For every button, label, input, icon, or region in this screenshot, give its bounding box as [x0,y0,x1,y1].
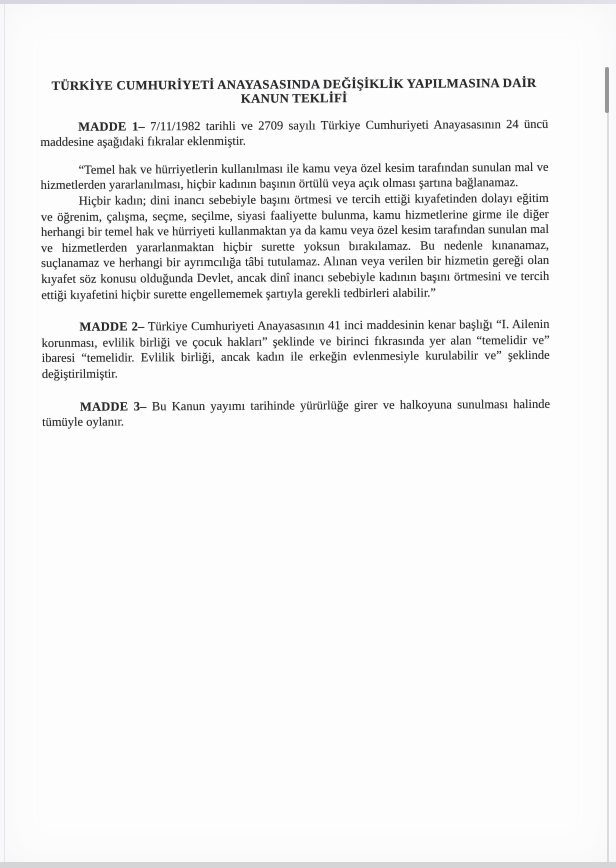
scan-edge-top [0,0,616,4]
article-text: Türkiye Cumhuriyeti Anayasasının 41 inci maddesinin kenar başlığı “I. Ailenin korunması, evlilik birliği ve çocuk hakları” şeklinde ve birinci fıkrasında yer alan “temelidir ve” ibaresi “temelidir. Evlilik birliği, ancak kadın ile erkeğin evlenmesiyle kurulabilir ve” şeklinde değiştirilmiştir. [41,317,550,381]
article-text: 7/11/1982 tarihli ve 2709 sayılı Türkiye Cumhuriyeti Anayasasının 24 üncü maddesine aşağıdaki fıkralar eklenmiştir. [40,116,549,150]
paragraph-madde-3 [42,396,550,430]
article-text: Bu Kanun yayımı tarihinde yürürlüğe girer ve halkoyuna sunulması halinde tümüyle oylanır. [42,396,551,430]
scan-edge-right [607,74,609,862]
article-label: MADDE 2– [79,319,145,334]
paragraph-madde-2 [41,317,549,382]
scan-edge-right-mark [605,67,609,113]
article-label: MADDE 1– [78,118,145,134]
document-title [40,77,548,108]
document-title-line1: TÜRKİYE CUMHURİYETİ ANAYASASINDA DEĞİŞİKLİK YAPILMASINA DAİR [51,75,537,93]
paragraph-madde-1 [40,116,548,150]
article-text: Hiçbir kadın; dini inancı sebebiyle başını örtmesi ve tercih ettiği kıyafetinden dolayı eğitim ve öğrenim, çalışma, seçme, seçilme, siyasi faaliyette bulunma, kamu hizmetlerine girme ile diğer herhangi bir temel hak ve hürriyeti kullanmaktan ya da kamu veya özel kesim tarafından sunulan mal ve hizmetlerden yararlanmaktan hiçbir surette yoksun bırakılamaz. Bu nedenle kınanamaz, suçlanamaz ve herhangi bir ayrımcılığa tâbi tutulamaz. Alınan veya verilen bir hizmetin gereği olan kıyafet söz konusu olduğunda Devlet, ancak dinî inancı sebebiyle kadının başını örtmesini ve tercih ettiği kıyafetini hiçbir surette engellememek şartıyla gerekli tedbirleri alabilir.” [40,190,550,302]
scan-edge-bottom [0,862,616,868]
paragraph-quoted-fikra-2 [41,191,550,303]
document-title-line2: KANUN TEKLİFİ [240,90,348,106]
document-body [40,77,550,431]
article-text: “Temel hak ve hürriyetlerin kullanılması ile kamu veya özel kesim tarafından sunulan mal ve hizmetlerden yararlanılması, hiçbir kadının başının örtülü veya açık olması şartına bağlanamaz. [40,159,549,193]
paragraph-quoted-fikra-1 [41,160,549,194]
scan-edge-left [4,4,5,862]
article-label: MADDE 3– [79,398,147,414]
